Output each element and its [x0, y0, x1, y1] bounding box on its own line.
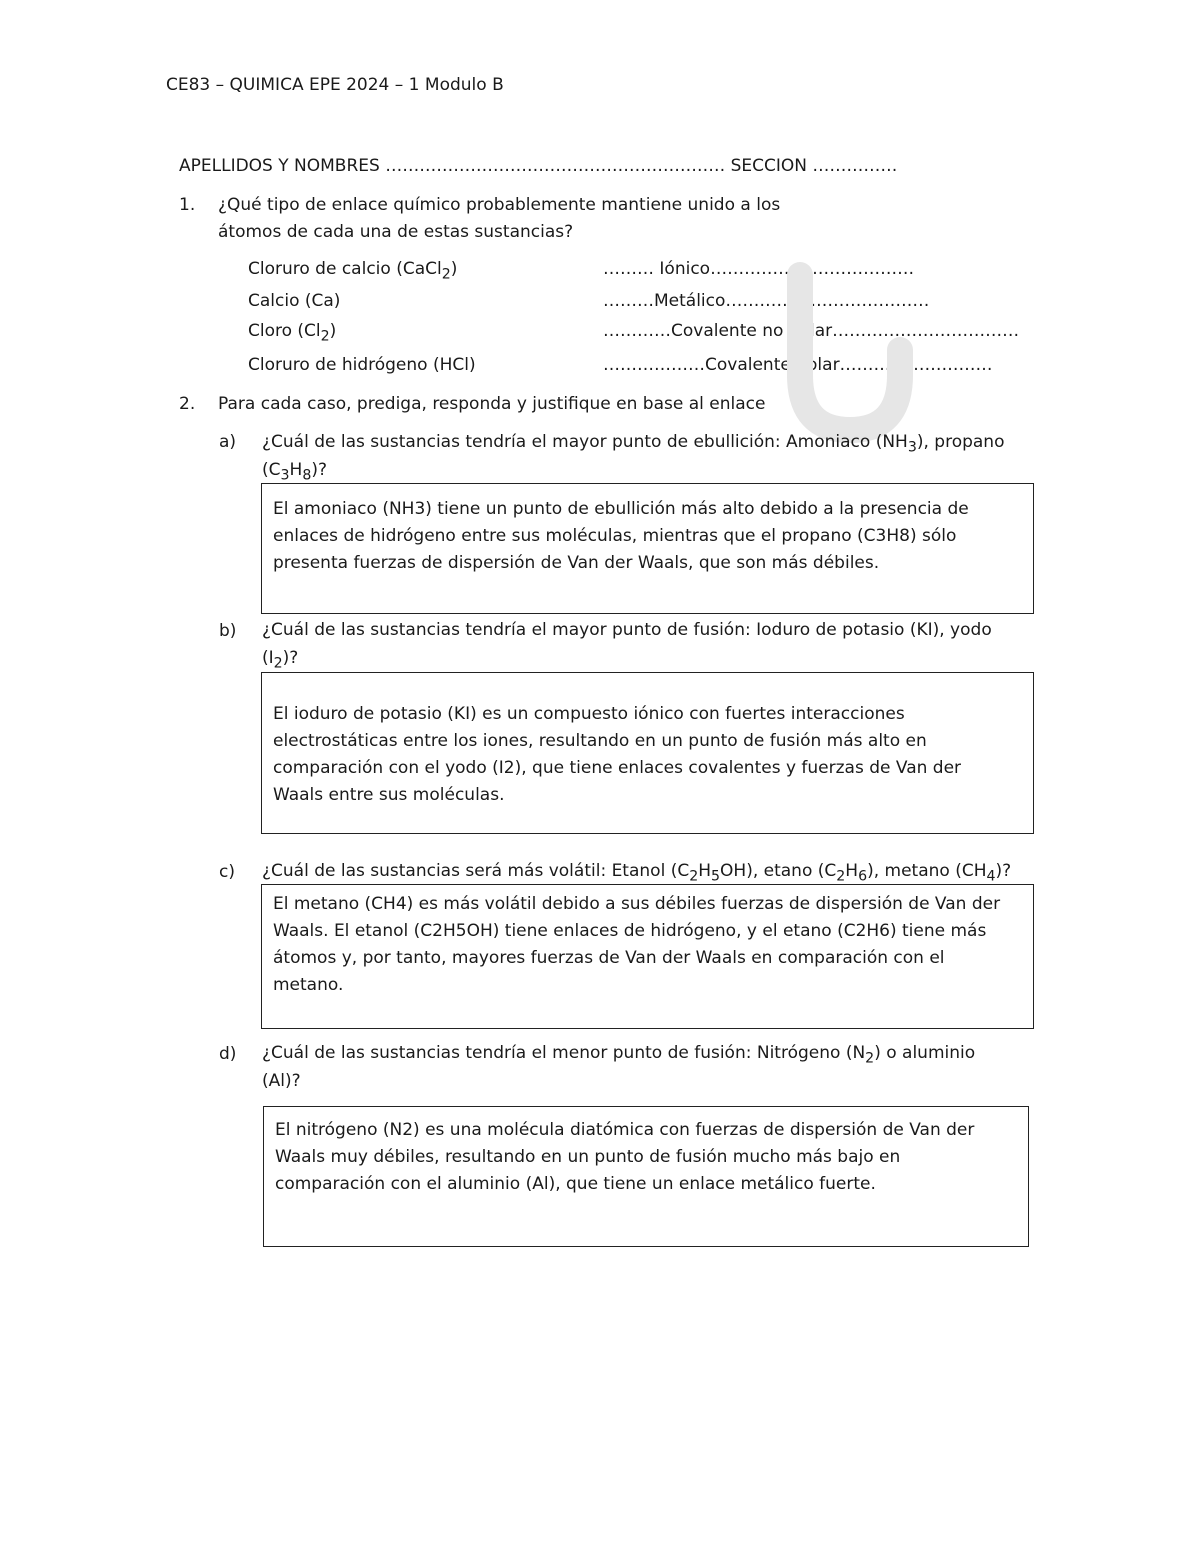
- q1-item-substance: Cloro $(Cl_2)$: [248, 321, 337, 345]
- q2d-question-line1: ¿Cuál de las sustancias tendría el menor punto de fusión: Nitrógeno $(N_2)$ o aluminio: [262, 1043, 976, 1067]
- q1-item-answer: ……… Iónico………………………………: [603, 259, 915, 279]
- watermark-logo: [770, 255, 930, 455]
- q2b-question-line1: ¿Cuál de las sustancias tendría el mayor punto de fusión: Ioduro de potasio (KI), yodo: [262, 620, 992, 640]
- q2d-question-line2: (Al)?: [262, 1071, 301, 1091]
- q1-item-substance: Cloruro de calcio (CaCl$_2$): [248, 259, 458, 283]
- q2a-question-line1: ¿Cuál de las sustancias tendría el mayor punto de ebullición: Amoniaco $(NH_3)$, propano: [262, 432, 1005, 456]
- q1-item-substance: Cloruro de hidrógeno (HCl): [248, 355, 476, 375]
- q2d-answer-text: El nitrógeno (N2) es una molécula diatómica con fuerzas de dispersión de Van der Waals muy débiles, resultando en un punto de fusión mucho más bajo en comparación con el aluminio (Al), que tiene un enlace metálico fuerte.: [275, 1120, 975, 1194]
- q2b-answer-text: El ioduro de potasio (KI) es un compuesto iónico con fuertes interacciones electrostáticas entre los iones, resultando en un punto de fusión más alto en comparación con el yodo (I2), que tiene enlaces covalentes y fuerzas de Van der Waals entre sus moléculas.: [273, 704, 962, 805]
- q1-item-answer: ………Metálico………………………………: [603, 291, 930, 311]
- q1-item-substance: Calcio (Ca): [248, 291, 341, 311]
- q1-item-answer: …………Covalente no polar……………………………: [603, 321, 1020, 341]
- q1-prompt-line1: ¿Qué tipo de enlace químico probablemente mantiene unido a los: [218, 195, 781, 215]
- q1-item-answer: ………………Covalente polar………………………: [603, 355, 993, 375]
- q2a-letter: a): [219, 432, 237, 452]
- q2a-answer-text: El amoniaco (NH3) tiene un punto de ebullición más alto debido a la presencia de enlaces de hidrógeno entre sus moléculas, mientras que el propano (C3H8) sólo presenta fuerzas de dispersión de Van der Waals, que son más débiles.: [273, 499, 969, 573]
- q1-prompt-line2: átomos de cada una de estas sustancias?: [218, 222, 574, 242]
- q2b-question-line2: $(I_2)$?: [262, 648, 299, 672]
- q2b-letter: b): [219, 621, 237, 641]
- q2-prompt: Para cada caso, prediga, responda y justifique en base al enlace: [218, 394, 766, 414]
- q2d-letter: d): [219, 1044, 237, 1064]
- q2c-question-line1: ¿Cuál de las sustancias será más volátil: Etanol $(C_2H_5OH)$, etano $(C_2H_6)$, metano $(CH_4)$?: [262, 861, 1012, 885]
- q2a-question-line2: $(C_3H_8)$?: [262, 460, 327, 484]
- q2c-answer-text: El metano (CH4) es más volátil debido a sus débiles fuerzas de dispersión de Van der Waals. El etanol (C2H5OH) tiene enlaces de hidrógeno, y el etano (C2H6) tiene más átomos y, por tanto, mayores fuerzas de Van der Waals en comparación con el metano.: [273, 894, 1001, 995]
- student-name-line: APELLIDOS Y NOMBRES …………………………………………………… SECCION ……………: [179, 156, 898, 176]
- q2-number: 2.: [179, 394, 196, 414]
- document-header: CE83 – QUIMICA EPE 2024 – 1 Modulo B: [166, 75, 504, 95]
- q2c-letter: c): [219, 862, 235, 882]
- q1-number: 1.: [179, 195, 196, 215]
